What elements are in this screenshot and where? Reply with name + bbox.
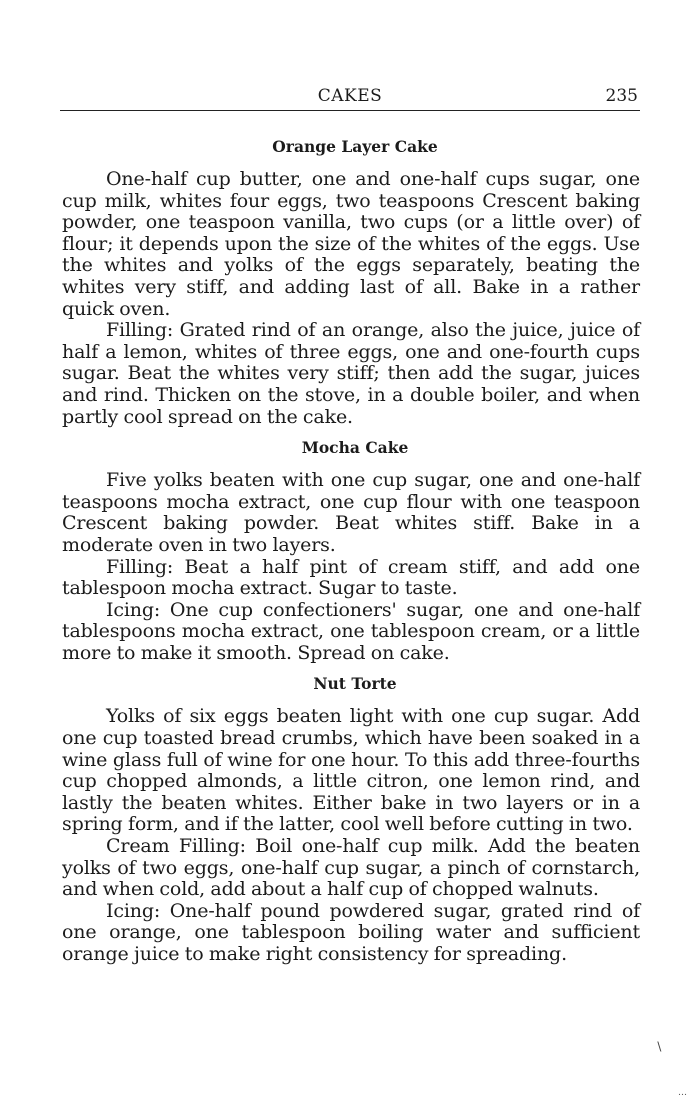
recipe-paragraph: One-half cup butter, one and one-half cups sugar, one cup milk, whites four eggs, two teaspoons Crescent baking powder, one teaspoon vanilla, two cups (or a little over) of flour; it depends upon the size of the whites of the eggs. Use the whites and yolks of the eggs separately, beating the whites very stiff, and adding last of all. Bake in a rather quick oven. [62, 168, 640, 320]
icing-paragraph: Icing: One cup confectioners' sugar, one and one-half tablespoons mocha extract, one tablespoon cream, or a little more to make it smooth. Spread on cake. [62, 598, 640, 664]
recipe-title: Orange Layer Cake [272, 137, 438, 156]
page-number: 235 [605, 86, 638, 106]
scan-speck: … [678, 1088, 687, 1098]
recipe-paragraph: Five yolks beaten with one cup sugar, one and one-half teaspoons mocha extract, one cup flour with one teaspoon Crescent baking powder. Beat whites stiff. Bake in a moderate oven in two layers. [62, 469, 640, 556]
running-head: CAKES [317, 86, 383, 106]
scan-speck: ∖ [655, 1040, 663, 1054]
filling-paragraph: Filling: Grated rind of an orange, also the juice, juice of half a lemon, whites of three eggs, one and one-fourth cups sugar. Beat the whites very stiff; then add the sugar, juices and rind. Thicken on the stove, in a double boiler, and when partly cool spread on the cake. [62, 319, 640, 428]
filling-paragraph: Filling: Beat a half pint of cream stiff, and add one tablespoon mocha extract. Sugar to taste. [62, 555, 640, 600]
recipe-paragraph: Yolks of six eggs beaten light with one cup sugar. Add one cup toasted bread crumbs, which have been soaked in a wine glass full of wine for one hour. To this add three-fourths cup chopped almonds, a little citron, one lemon rind, and lastly the beaten whites. Either bake in two layers or in a spring form, and if the latter, cool well before cutting in two. [62, 705, 640, 836]
header-rule [60, 110, 640, 111]
recipe-mocha-cake [62, 436, 640, 664]
recipe-title: Mocha Cake [301, 438, 409, 458]
page-header [60, 86, 640, 110]
recipe-orange-layer-cake [62, 135, 640, 428]
icing-paragraph: Icing: One-half pound powdered sugar, grated rind of one orange, one tablespoon boiling water and sufficient orange juice to make right consistency for spreading. [62, 899, 640, 965]
recipe-title: Nut Torte [313, 674, 397, 694]
page-body [62, 135, 640, 974]
recipe-nut-torte [62, 672, 640, 965]
cream-filling-paragraph: Cream Filling: Boil one-half cup milk. Add the beaten yolks of two eggs, one-half cup sugar, a pinch of cornstarch, and when cold, add about a half cup of chopped walnuts. [62, 835, 640, 901]
